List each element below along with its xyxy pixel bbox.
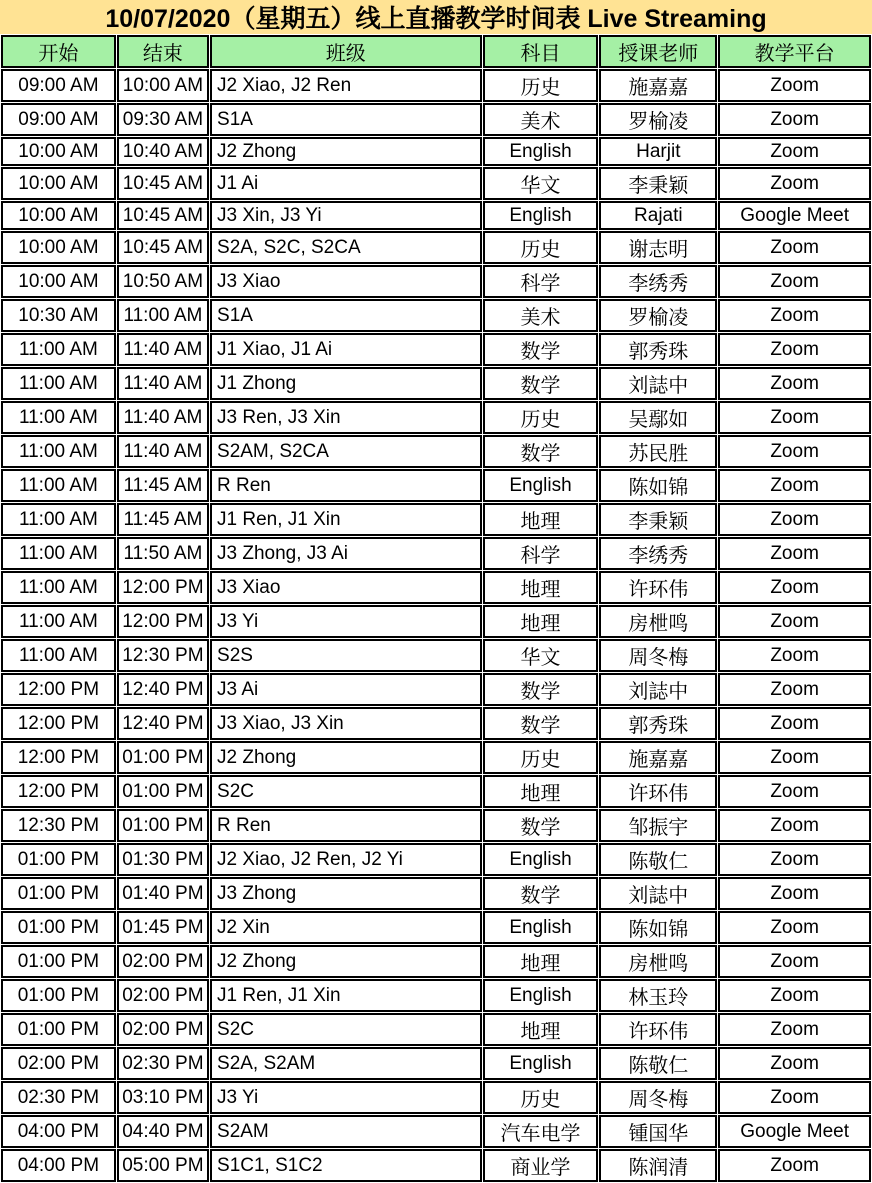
cell-class: J3 Zhong, J3 Ai <box>210 537 482 570</box>
cell-end: 11:45 AM <box>117 503 209 536</box>
cell-subject: 科学 <box>483 265 599 298</box>
cell-teacher: 陈敬仁 <box>599 843 717 876</box>
cell-teacher: 刘誌中 <box>599 673 717 706</box>
cell-end: 12:00 PM <box>117 571 209 604</box>
cell-platform: Zoom <box>718 137 871 166</box>
cell-class: J3 Yi <box>210 605 482 638</box>
table-row <box>1 707 871 740</box>
cell-start: 09:00 AM <box>1 69 116 102</box>
cell-subject: 美术 <box>483 103 599 136</box>
cell-subject: 历史 <box>483 741 599 774</box>
cell-class: R Ren <box>210 469 482 502</box>
cell-platform: Zoom <box>718 979 871 1012</box>
cell-end: 03:10 PM <box>117 1081 209 1114</box>
cell-subject: English <box>483 201 599 230</box>
cell-teacher: 周冬梅 <box>599 1081 717 1114</box>
column-header-subject: 科目 <box>483 35 599 68</box>
cell-subject: English <box>483 843 599 876</box>
cell-platform: Zoom <box>718 1047 871 1080</box>
cell-teacher: 许环伟 <box>599 775 717 808</box>
cell-platform: Zoom <box>718 877 871 910</box>
cell-subject: 商业学 <box>483 1149 599 1182</box>
column-header-end: 结束 <box>117 35 209 68</box>
cell-start: 12:00 PM <box>1 673 116 706</box>
cell-teacher: 刘誌中 <box>599 367 717 400</box>
table-row <box>1 401 871 434</box>
cell-teacher: 邹振宇 <box>599 809 717 842</box>
cell-end: 11:50 AM <box>117 537 209 570</box>
cell-subject: 地理 <box>483 571 599 604</box>
table-row <box>1 775 871 808</box>
cell-end: 11:00 AM <box>117 299 209 332</box>
cell-end: 10:50 AM <box>117 265 209 298</box>
cell-start: 10:00 AM <box>1 265 116 298</box>
cell-teacher: 李绣秀 <box>599 265 717 298</box>
cell-end: 02:00 PM <box>117 1013 209 1046</box>
cell-teacher: 李绣秀 <box>599 537 717 570</box>
cell-subject: 地理 <box>483 503 599 536</box>
cell-end: 02:30 PM <box>117 1047 209 1080</box>
cell-start: 01:00 PM <box>1 843 116 876</box>
table-row <box>1 1115 871 1148</box>
cell-class: J2 Xiao, J2 Ren, J2 Yi <box>210 843 482 876</box>
cell-start: 09:00 AM <box>1 103 116 136</box>
cell-subject: 科学 <box>483 537 599 570</box>
cell-teacher: 陈敬仁 <box>599 1047 717 1080</box>
cell-start: 12:00 PM <box>1 775 116 808</box>
cell-subject: 数学 <box>483 367 599 400</box>
cell-start: 10:00 AM <box>1 137 116 166</box>
cell-teacher: 郭秀珠 <box>599 333 717 366</box>
cell-start: 02:30 PM <box>1 1081 116 1114</box>
table-row <box>1 945 871 978</box>
cell-class: S1A <box>210 299 482 332</box>
column-header-teacher: 授课老师 <box>599 35 717 68</box>
table-row <box>1 1149 871 1182</box>
cell-teacher: 刘誌中 <box>599 877 717 910</box>
cell-platform: Zoom <box>718 673 871 706</box>
table-row <box>1 299 871 332</box>
column-header-start: 开始 <box>1 35 116 68</box>
cell-teacher: 林玉玲 <box>599 979 717 1012</box>
cell-teacher: 谢志明 <box>599 231 717 264</box>
cell-subject: 历史 <box>483 401 599 434</box>
cell-teacher: 许环伟 <box>599 571 717 604</box>
cell-class: R Ren <box>210 809 482 842</box>
table-row <box>1 333 871 366</box>
cell-end: 12:00 PM <box>117 605 209 638</box>
cell-teacher: 房枻鸣 <box>599 605 717 638</box>
cell-subject: 地理 <box>483 775 599 808</box>
cell-start: 10:00 AM <box>1 167 116 200</box>
cell-end: 11:40 AM <box>117 367 209 400</box>
cell-start: 10:00 AM <box>1 201 116 230</box>
cell-class: S2A, S2AM <box>210 1047 482 1080</box>
cell-teacher: Rajati <box>599 201 717 230</box>
cell-class: S1A <box>210 103 482 136</box>
cell-end: 09:30 AM <box>117 103 209 136</box>
cell-platform: Zoom <box>718 707 871 740</box>
cell-teacher: 周冬梅 <box>599 639 717 672</box>
cell-end: 10:00 AM <box>117 69 209 102</box>
cell-class: J2 Zhong <box>210 945 482 978</box>
cell-class: J2 Xiao, J2 Ren <box>210 69 482 102</box>
table-row <box>1 1081 871 1114</box>
table-row <box>1 1047 871 1080</box>
cell-platform: Zoom <box>718 911 871 944</box>
cell-class: J1 Ren, J1 Xin <box>210 979 482 1012</box>
cell-platform: Zoom <box>718 469 871 502</box>
cell-platform: Zoom <box>718 639 871 672</box>
table-row <box>1 367 871 400</box>
cell-platform: Zoom <box>718 69 871 102</box>
cell-subject: 历史 <box>483 69 599 102</box>
cell-class: S2C <box>210 775 482 808</box>
column-header-class: 班级 <box>210 35 482 68</box>
cell-subject: English <box>483 469 599 502</box>
cell-start: 01:00 PM <box>1 945 116 978</box>
cell-end: 10:40 AM <box>117 137 209 166</box>
cell-end: 11:40 AM <box>117 401 209 434</box>
table-row <box>1 639 871 672</box>
cell-subject: 数学 <box>483 333 599 366</box>
cell-end: 10:45 AM <box>117 167 209 200</box>
cell-start: 12:30 PM <box>1 809 116 842</box>
cell-end: 01:30 PM <box>117 843 209 876</box>
cell-start: 11:00 AM <box>1 367 116 400</box>
cell-class: S2AM, S2CA <box>210 435 482 468</box>
cell-end: 11:40 AM <box>117 435 209 468</box>
cell-end: 12:40 PM <box>117 707 209 740</box>
cell-platform: Zoom <box>718 367 871 400</box>
cell-subject: English <box>483 137 599 166</box>
cell-platform: Zoom <box>718 299 871 332</box>
cell-teacher: 李秉颖 <box>599 503 717 536</box>
table-row <box>1 503 871 536</box>
table-row <box>1 537 871 570</box>
cell-subject: 历史 <box>483 1081 599 1114</box>
cell-teacher: 施嘉嘉 <box>599 69 717 102</box>
table-row <box>1 69 871 102</box>
table-row <box>1 877 871 910</box>
cell-subject: 美术 <box>483 299 599 332</box>
cell-platform: Zoom <box>718 1149 871 1182</box>
cell-class: J1 Ren, J1 Xin <box>210 503 482 536</box>
table-row <box>1 201 871 230</box>
cell-start: 11:00 AM <box>1 333 116 366</box>
cell-teacher: 苏民胜 <box>599 435 717 468</box>
cell-class: J1 Zhong <box>210 367 482 400</box>
cell-platform: Zoom <box>718 231 871 264</box>
cell-start: 04:00 PM <box>1 1115 116 1148</box>
cell-class: J3 Xin, J3 Yi <box>210 201 482 230</box>
cell-platform: Zoom <box>718 571 871 604</box>
cell-start: 11:00 AM <box>1 571 116 604</box>
cell-subject: English <box>483 1047 599 1080</box>
cell-start: 11:00 AM <box>1 537 116 570</box>
cell-teacher: 施嘉嘉 <box>599 741 717 774</box>
column-header-platform: 教学平台 <box>718 35 871 68</box>
cell-teacher: 锺国华 <box>599 1115 717 1148</box>
table-row <box>1 1013 871 1046</box>
cell-subject: 地理 <box>483 1013 599 1046</box>
table-row <box>1 911 871 944</box>
cell-platform: Zoom <box>718 503 871 536</box>
cell-subject: 汽车电学 <box>483 1115 599 1148</box>
table-row <box>1 167 871 200</box>
cell-platform: Zoom <box>718 103 871 136</box>
cell-platform: Zoom <box>718 401 871 434</box>
cell-start: 11:00 AM <box>1 469 116 502</box>
cell-platform: Zoom <box>718 1081 871 1114</box>
cell-class: S1C1, S1C2 <box>210 1149 482 1182</box>
cell-end: 02:00 PM <box>117 979 209 1012</box>
cell-platform: Zoom <box>718 435 871 468</box>
cell-end: 10:45 AM <box>117 201 209 230</box>
cell-platform: Zoom <box>718 809 871 842</box>
cell-start: 12:00 PM <box>1 707 116 740</box>
cell-platform: Google Meet <box>718 201 871 230</box>
cell-subject: 数学 <box>483 809 599 842</box>
cell-platform: Zoom <box>718 333 871 366</box>
cell-start: 10:00 AM <box>1 231 116 264</box>
cell-end: 01:00 PM <box>117 809 209 842</box>
table-row <box>1 265 871 298</box>
cell-end: 12:40 PM <box>117 673 209 706</box>
cell-end: 01:40 PM <box>117 877 209 910</box>
cell-end: 11:40 AM <box>117 333 209 366</box>
cell-platform: Zoom <box>718 537 871 570</box>
cell-class: S2A, S2C, S2CA <box>210 231 482 264</box>
cell-teacher: 罗榆凌 <box>599 103 717 136</box>
header-row <box>1 35 871 68</box>
cell-platform: Zoom <box>718 605 871 638</box>
cell-platform: Zoom <box>718 265 871 298</box>
cell-end: 05:00 PM <box>117 1149 209 1182</box>
cell-teacher: Harjit <box>599 137 717 166</box>
cell-subject: 华文 <box>483 639 599 672</box>
table-row <box>1 435 871 468</box>
table-row <box>1 103 871 136</box>
cell-class: J3 Yi <box>210 1081 482 1114</box>
cell-teacher: 陈如锦 <box>599 469 717 502</box>
cell-class: J3 Ren, J3 Xin <box>210 401 482 434</box>
cell-end: 04:40 PM <box>117 1115 209 1148</box>
cell-start: 10:30 AM <box>1 299 116 332</box>
cell-start: 04:00 PM <box>1 1149 116 1182</box>
cell-end: 12:30 PM <box>117 639 209 672</box>
cell-platform: Zoom <box>718 775 871 808</box>
table-row <box>1 809 871 842</box>
cell-subject: 数学 <box>483 877 599 910</box>
cell-subject: 数学 <box>483 435 599 468</box>
cell-start: 01:00 PM <box>1 1013 116 1046</box>
cell-class: J2 Xin <box>210 911 482 944</box>
page-title: 10/07/2020（星期五）线上直播教学时间表 Live Streaming <box>0 0 872 34</box>
cell-start: 11:00 AM <box>1 639 116 672</box>
cell-subject: 数学 <box>483 673 599 706</box>
cell-class: S2C <box>210 1013 482 1046</box>
cell-start: 11:00 AM <box>1 401 116 434</box>
table-row <box>1 843 871 876</box>
cell-platform: Google Meet <box>718 1115 871 1148</box>
cell-teacher: 陈如锦 <box>599 911 717 944</box>
cell-subject: 数学 <box>483 707 599 740</box>
cell-class: S2AM <box>210 1115 482 1148</box>
cell-class: J2 Zhong <box>210 741 482 774</box>
cell-platform: Zoom <box>718 167 871 200</box>
cell-end: 01:00 PM <box>117 775 209 808</box>
cell-end: 11:45 AM <box>117 469 209 502</box>
cell-start: 02:00 PM <box>1 1047 116 1080</box>
cell-class: S2S <box>210 639 482 672</box>
cell-platform: Zoom <box>718 945 871 978</box>
cell-start: 12:00 PM <box>1 741 116 774</box>
cell-start: 11:00 AM <box>1 605 116 638</box>
table-row <box>1 979 871 1012</box>
schedule-body <box>1 69 871 1182</box>
cell-platform: Zoom <box>718 741 871 774</box>
table-row <box>1 741 871 774</box>
cell-start: 01:00 PM <box>1 877 116 910</box>
cell-class: J3 Xiao, J3 Xin <box>210 707 482 740</box>
cell-teacher: 陈润清 <box>599 1149 717 1182</box>
cell-subject: 华文 <box>483 167 599 200</box>
cell-start: 01:00 PM <box>1 911 116 944</box>
cell-class: J3 Ai <box>210 673 482 706</box>
table-row <box>1 673 871 706</box>
table-row <box>1 469 871 502</box>
cell-subject: English <box>483 911 599 944</box>
cell-end: 02:00 PM <box>117 945 209 978</box>
table-row <box>1 571 871 604</box>
cell-teacher: 李秉颖 <box>599 167 717 200</box>
cell-subject: 历史 <box>483 231 599 264</box>
cell-subject: 地理 <box>483 605 599 638</box>
cell-teacher: 罗榆凌 <box>599 299 717 332</box>
cell-end: 01:00 PM <box>117 741 209 774</box>
cell-teacher: 房枻鸣 <box>599 945 717 978</box>
cell-class: J3 Zhong <box>210 877 482 910</box>
cell-teacher: 郭秀珠 <box>599 707 717 740</box>
cell-end: 01:45 PM <box>117 911 209 944</box>
cell-end: 10:45 AM <box>117 231 209 264</box>
cell-subject: 地理 <box>483 945 599 978</box>
cell-class: J3 Xiao <box>210 265 482 298</box>
cell-class: J2 Zhong <box>210 137 482 166</box>
cell-platform: Zoom <box>718 1013 871 1046</box>
table-row <box>1 605 871 638</box>
cell-class: J1 Ai <box>210 167 482 200</box>
cell-start: 11:00 AM <box>1 503 116 536</box>
cell-subject: English <box>483 979 599 1012</box>
table-row <box>1 137 871 166</box>
schedule-table <box>0 34 872 1183</box>
cell-class: J3 Xiao <box>210 571 482 604</box>
cell-start: 11:00 AM <box>1 435 116 468</box>
cell-teacher: 吴鄢如 <box>599 401 717 434</box>
cell-class: J1 Xiao, J1 Ai <box>210 333 482 366</box>
cell-platform: Zoom <box>718 843 871 876</box>
table-row <box>1 231 871 264</box>
cell-start: 01:00 PM <box>1 979 116 1012</box>
cell-teacher: 许环伟 <box>599 1013 717 1046</box>
